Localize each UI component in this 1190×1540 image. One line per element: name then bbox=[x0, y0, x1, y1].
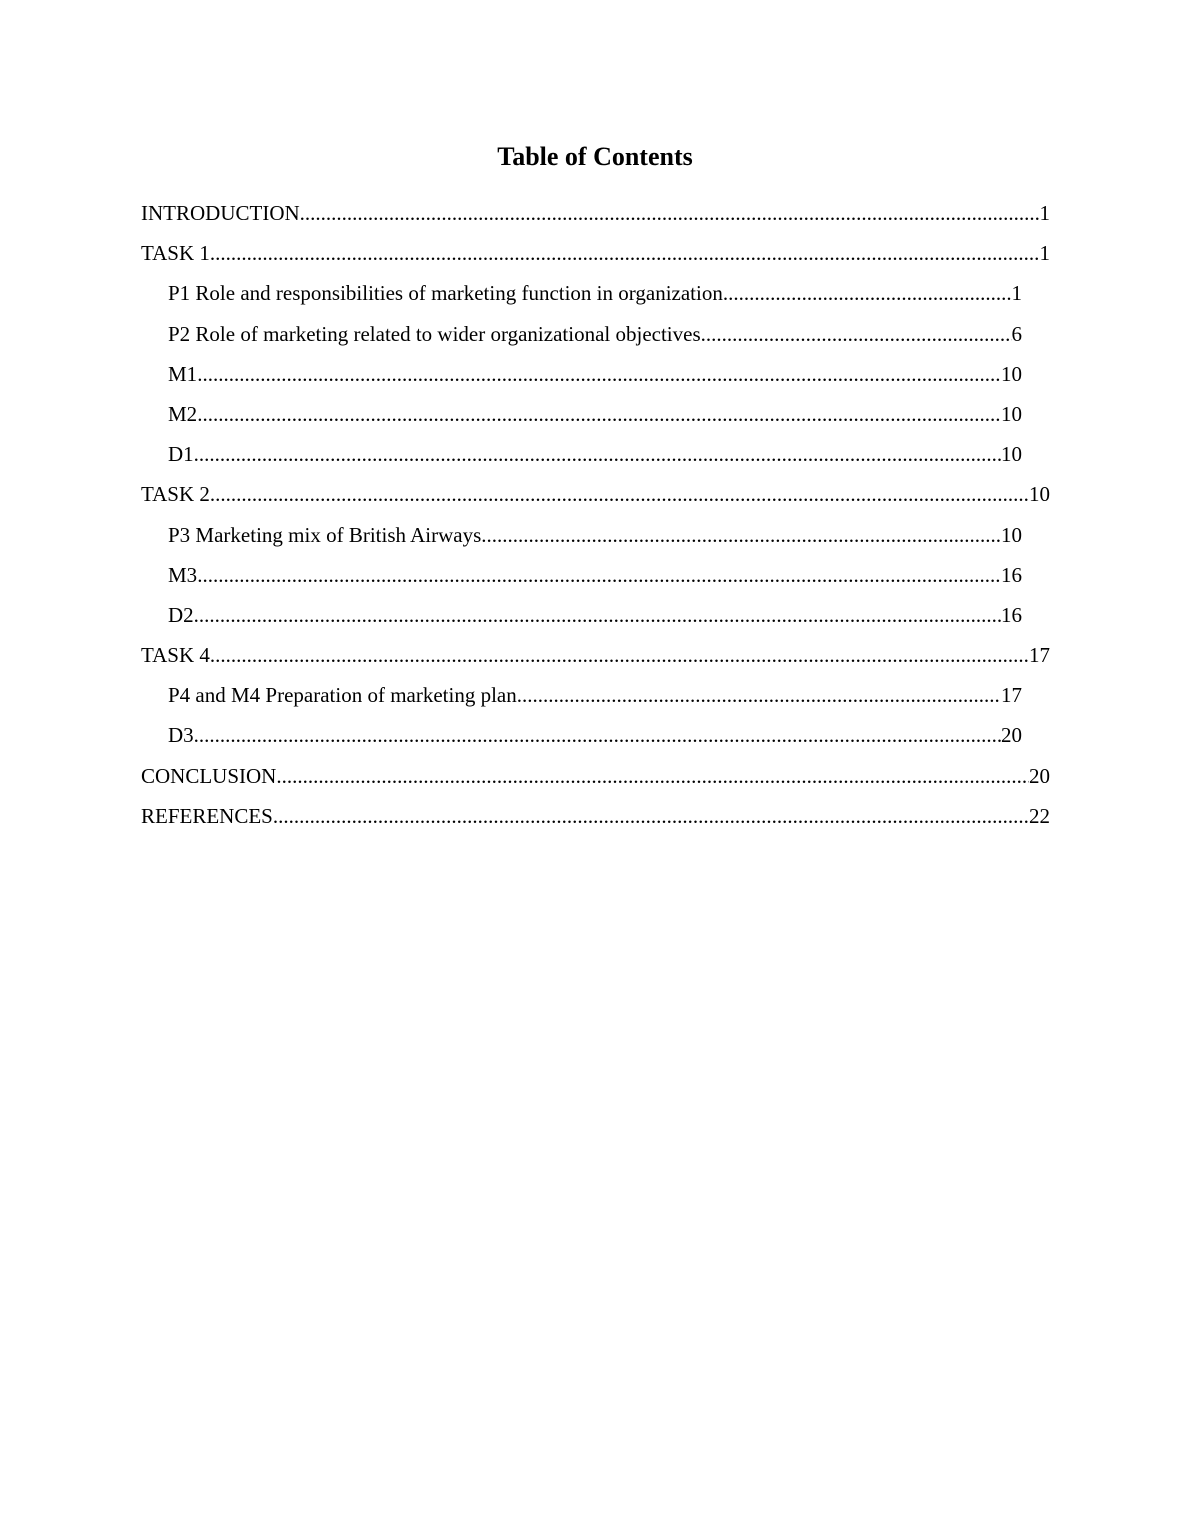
toc-entry-label: P1 Role and responsibilities of marketing function in organization bbox=[168, 281, 723, 306]
toc-entry-page-number: 1 bbox=[1039, 201, 1050, 225]
toc-entry[interactable] bbox=[168, 316, 1022, 356]
toc-entry-page-number: 16 bbox=[1001, 602, 1022, 627]
toc-entry[interactable] bbox=[168, 356, 1022, 396]
toc-entry-label: D3 bbox=[168, 723, 194, 748]
toc-entry-label: REFERENCES bbox=[141, 803, 273, 828]
toc-entry-label: M1 bbox=[168, 361, 198, 386]
toc-dot-leader bbox=[197, 396, 1001, 432]
toc-entry[interactable] bbox=[168, 677, 1022, 717]
toc-entry-label: D2 bbox=[168, 602, 194, 627]
toc-dot-leader bbox=[701, 316, 1012, 352]
toc-entry-row bbox=[168, 316, 1022, 352]
toc-entry[interactable] bbox=[168, 517, 1022, 557]
toc-entry-page-number: 1 bbox=[1011, 281, 1022, 306]
toc-entry-page-number: 10 bbox=[1001, 361, 1022, 386]
toc-entry-label: P2 Role of marketing related to wider organizational objectives bbox=[168, 321, 701, 346]
toc-dot-leader bbox=[723, 275, 1012, 311]
toc-entry[interactable] bbox=[168, 597, 1022, 637]
toc-dot-leader bbox=[197, 356, 1001, 392]
toc-dot-leader bbox=[197, 557, 1001, 593]
toc-entry-row bbox=[141, 476, 1050, 512]
toc-entry-row bbox=[168, 396, 1022, 432]
toc-entry-page-number: 10 bbox=[1029, 482, 1050, 507]
toc-entry-label: CONCLUSION bbox=[141, 763, 277, 788]
toc-entry-page-number: 10 bbox=[1001, 401, 1022, 426]
toc-entry[interactable] bbox=[141, 637, 1050, 677]
toc-dot-leader bbox=[194, 717, 1001, 753]
toc-dot-leader bbox=[273, 798, 1029, 834]
toc-entry-label: D1 bbox=[168, 442, 194, 467]
toc-dot-leader bbox=[300, 195, 1040, 231]
toc-dot-leader bbox=[194, 597, 1001, 633]
toc-entry-page-number: 1 bbox=[1039, 241, 1050, 266]
toc-entry-label: INTRODUCTION bbox=[141, 201, 300, 225]
toc-entry-row bbox=[141, 758, 1050, 794]
toc-entry-row bbox=[141, 798, 1050, 834]
toc-entry-label: P4 and M4 Preparation of marketing plan bbox=[168, 683, 517, 708]
toc-dot-leader bbox=[517, 677, 1001, 713]
toc-entry[interactable] bbox=[141, 476, 1050, 516]
toc-entry-row bbox=[168, 275, 1022, 311]
toc-entry-page-number: 10 bbox=[1001, 442, 1022, 467]
toc-entry[interactable] bbox=[141, 798, 1050, 838]
toc-entry[interactable] bbox=[141, 235, 1050, 275]
toc-entry-row bbox=[141, 637, 1050, 673]
toc-entry-page-number: 20 bbox=[1001, 723, 1022, 748]
toc-entry-label: M3 bbox=[168, 562, 198, 587]
toc-entry-row bbox=[168, 597, 1022, 633]
toc-dot-leader bbox=[276, 758, 1029, 794]
toc-entry[interactable] bbox=[168, 557, 1022, 597]
toc-dot-leader bbox=[210, 235, 1040, 271]
toc-entry-row bbox=[168, 717, 1022, 753]
toc-entry-page-number: 6 bbox=[1011, 321, 1022, 346]
toc-entry[interactable] bbox=[168, 396, 1022, 436]
toc-entry-page-number: 10 bbox=[1001, 522, 1022, 547]
toc-entry[interactable] bbox=[141, 758, 1050, 798]
toc-entry-row bbox=[141, 195, 1050, 231]
toc-entry-page-number: 16 bbox=[1001, 562, 1022, 587]
toc-dot-leader bbox=[210, 476, 1029, 512]
toc-entry[interactable] bbox=[168, 436, 1022, 476]
toc-entry-page-number: 20 bbox=[1029, 763, 1050, 788]
toc-entry[interactable] bbox=[168, 717, 1022, 757]
toc-entry-label: TASK 1 bbox=[141, 241, 210, 266]
toc-entry-row bbox=[168, 557, 1022, 593]
toc-entry-label: TASK 2 bbox=[141, 482, 210, 507]
toc-entry[interactable] bbox=[141, 195, 1050, 235]
toc-entry-page-number: 22 bbox=[1029, 803, 1050, 828]
toc-entry-label: M2 bbox=[168, 401, 198, 426]
toc-list bbox=[0, 195, 1190, 838]
toc-title: Table of Contents bbox=[497, 142, 693, 171]
toc-entry-row bbox=[168, 436, 1022, 472]
toc-entry[interactable] bbox=[168, 275, 1022, 315]
toc-entry-page-number: 17 bbox=[1001, 683, 1022, 708]
toc-entry-page-number: 17 bbox=[1029, 643, 1050, 668]
toc-dot-leader bbox=[481, 517, 1001, 553]
toc-entry-row bbox=[168, 517, 1022, 553]
toc-dot-leader bbox=[210, 637, 1029, 673]
toc-dot-leader bbox=[194, 436, 1001, 472]
toc-entry-row bbox=[168, 677, 1022, 713]
toc-entry-row bbox=[168, 356, 1022, 392]
toc-entry-label: TASK 4 bbox=[141, 643, 210, 668]
toc-entry-label: P3 Marketing mix of British Airways bbox=[168, 522, 482, 547]
toc-entry-row bbox=[141, 235, 1050, 271]
